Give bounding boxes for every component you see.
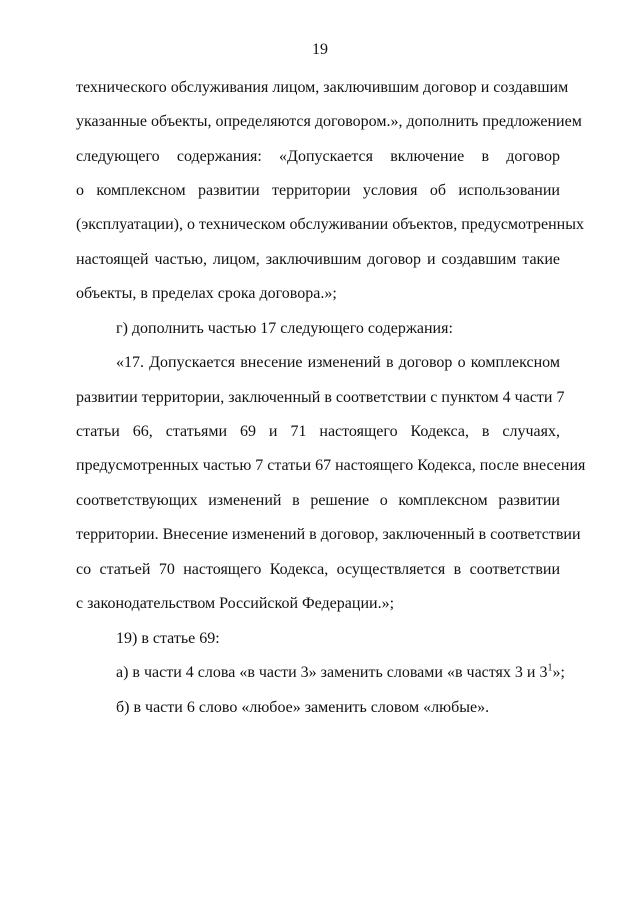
text-line: со статьей 70 настоящего Кодекса, осуществляется в соответствии (76, 561, 560, 578)
text-line: 19) в статье 69: (116, 630, 220, 647)
text-line: предусмотренных частью 7 статьи 67 настоящего Кодекса, после внесения (76, 457, 586, 474)
text-line: о комплексном развитии территории условия об использовании (76, 182, 560, 199)
text-line: территории. Внесение изменений в договор, заключенный в соответствии (76, 526, 581, 543)
text-line: с законодательством Российской Федерации.»; (76, 595, 395, 612)
text-line: объекты, в пределах срока договора.»; (76, 285, 337, 302)
line-a-text: а) в части 4 слова «в части 3» заменить словами «в частях 3 и 3 (116, 664, 548, 681)
text-line: соответствующих изменений в решение о комплексном развитии (76, 492, 560, 509)
line-a-end: »; (552, 664, 565, 681)
text-line: следующего содержания: «Допускается включение в договор (76, 148, 560, 165)
text-line: статьи 66, статьями 69 и 71 настоящего Кодекса, в случаях, (76, 423, 560, 440)
text-line: (эксплуатации), о техническом обслуживании объектов, предусмотренных (76, 216, 584, 233)
text-line: «17. Допускается внесение изменений в договор о комплексном (116, 354, 560, 371)
text-line: г) дополнить частью 17 следующего содержания: (116, 320, 453, 337)
text-line: технического обслуживания лицом, заключившим договор и создавшим (76, 79, 569, 96)
text-line: развитии территории, заключенный в соответствии с пунктом 4 части 7 (76, 389, 565, 406)
superscript: 1 (547, 662, 553, 674)
text-line: б) в части 6 слово «любое» заменить словом «любые». (116, 699, 490, 716)
page-number: 19 (312, 41, 328, 58)
text-line: указанные объекты, определяются договором.», дополнить предложением (76, 113, 582, 130)
text-line: настоящей частью, лицом, заключившим договор и создавшим такие (76, 251, 560, 268)
text-line-a (116, 662, 565, 683)
